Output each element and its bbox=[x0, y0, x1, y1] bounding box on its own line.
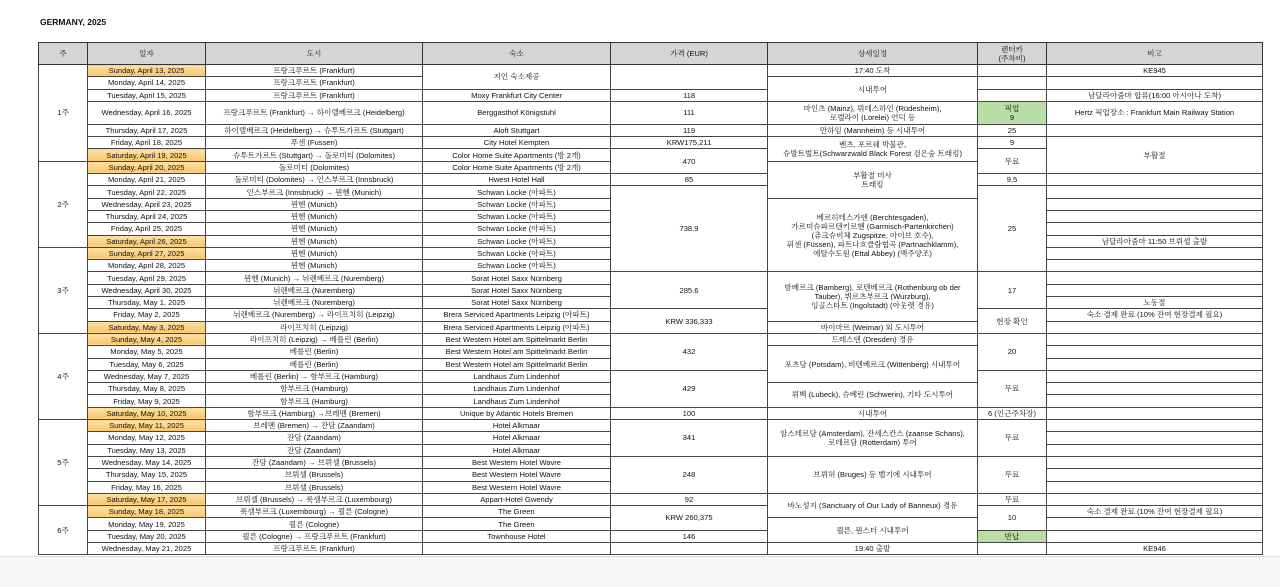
notes-cell[interactable] bbox=[1047, 469, 1263, 481]
date-cell[interactable]: Tuesday, April 15, 2025 bbox=[88, 89, 206, 101]
city-cell[interactable]: 라이프치히 (Leipzig) bbox=[206, 321, 423, 333]
lodging-cell[interactable]: 지인 숙소제공 bbox=[423, 65, 611, 90]
date-cell[interactable]: Wednesday, April 30, 2025 bbox=[88, 284, 206, 296]
detail-cell[interactable]: 드레스덴 (Dresden) 경유 bbox=[768, 333, 978, 345]
rental-car-cell[interactable]: 9,5 bbox=[978, 174, 1047, 186]
lodging-cell[interactable]: Schwan Locke (아파트) bbox=[423, 186, 611, 198]
city-cell[interactable]: 뮌헨 (Munich) bbox=[206, 260, 423, 272]
notes-cell[interactable] bbox=[1047, 444, 1263, 456]
notes-cell[interactable]: 숙소 결제 완료 (10% 잔여 현장결제 필요) bbox=[1047, 309, 1263, 321]
date-cell[interactable]: Monday, May 19, 2025 bbox=[88, 518, 206, 530]
lodging-cell[interactable]: The Green bbox=[423, 506, 611, 518]
lodging-cell[interactable]: Landhaus Zum Lindenhof bbox=[423, 383, 611, 395]
date-cell[interactable]: Monday, April 14, 2025 bbox=[88, 77, 206, 89]
city-cell[interactable]: 쾰른 (Cologne) → 프랑크푸르트 (Frankfurt) bbox=[206, 530, 423, 542]
notes-cell[interactable] bbox=[1047, 493, 1263, 505]
lodging-cell[interactable]: Aloft Stuttgart bbox=[423, 124, 611, 136]
city-cell[interactable]: 프랑크푸르트 (Frankfurt) bbox=[206, 542, 423, 554]
table-row bbox=[39, 65, 1263, 77]
notes-cell[interactable] bbox=[1047, 321, 1263, 333]
city-cell[interactable]: 브레멘 (Bremen) → 잔담 (Zaandam) bbox=[206, 420, 423, 432]
city-cell[interactable]: 뮌헨 (Munich) bbox=[206, 210, 423, 222]
bottom-bar bbox=[0, 556, 1280, 587]
notes-cell[interactable]: 부활절 bbox=[1047, 137, 1263, 174]
price-cell[interactable]: 119 bbox=[611, 124, 768, 136]
city-cell[interactable]: 뉘렌베르크 (Nuremberg) bbox=[206, 297, 423, 309]
rental-car-cell[interactable]: 17 bbox=[978, 272, 1047, 309]
lodging-cell[interactable]: Schwan Locke (아파트) bbox=[423, 247, 611, 259]
rental-car-cell[interactable]: 픽업 9 bbox=[978, 101, 1047, 124]
notes-cell[interactable] bbox=[1047, 247, 1263, 259]
date-cell[interactable]: Thursday, April 24, 2025 bbox=[88, 210, 206, 222]
date-cell[interactable]: Thursday, April 17, 2025 bbox=[88, 124, 206, 136]
header-detail[interactable]: 상세일정 bbox=[768, 43, 978, 65]
date-cell[interactable]: Friday, May 2, 2025 bbox=[88, 309, 206, 321]
price-cell[interactable]: KRW 336,333 bbox=[611, 309, 768, 334]
table-row bbox=[39, 309, 1263, 321]
rental-car-cell[interactable]: 9 bbox=[978, 137, 1047, 149]
lodging-cell[interactable]: Schwan Locke (아파트) bbox=[423, 198, 611, 210]
date-cell[interactable]: Sunday, May 11, 2025 bbox=[88, 420, 206, 432]
lodging-cell[interactable]: The Green bbox=[423, 518, 611, 530]
price-cell[interactable]: 248 bbox=[611, 456, 768, 493]
rental-car-cell[interactable]: 반납 bbox=[978, 530, 1047, 542]
lodging-cell[interactable]: Berggasthof Königstuhl bbox=[423, 101, 611, 124]
notes-cell[interactable] bbox=[1047, 210, 1263, 222]
notes-cell[interactable] bbox=[1047, 223, 1263, 235]
date-cell[interactable]: Monday, April 28, 2025 bbox=[88, 260, 206, 272]
detail-cell[interactable]: 벤츠, 포르쉐 박물관, 슈발트벌트(Schwarzwald Black Forest 검은숲 트래킹) bbox=[768, 137, 978, 162]
date-cell[interactable]: Monday, April 21, 2025 bbox=[88, 174, 206, 186]
price-cell[interactable]: 92 bbox=[611, 493, 768, 505]
detail-cell[interactable]: 17:40 도착 bbox=[768, 65, 978, 77]
date-cell[interactable]: Sunday, April 27, 2025 bbox=[88, 247, 206, 259]
date-cell[interactable]: Wednesday, April 23, 2025 bbox=[88, 198, 206, 210]
rental-car-cell[interactable]: 무료 bbox=[978, 456, 1047, 493]
lodging-cell[interactable]: Appart-Hotel Gwendy bbox=[423, 493, 611, 505]
notes-cell[interactable]: 남달라아줌마 합류(16:00 아시아나 도착) bbox=[1047, 89, 1263, 101]
city-cell[interactable]: 쾰른 (Cologne) bbox=[206, 518, 423, 530]
table-row bbox=[39, 272, 1263, 284]
date-cell[interactable]: Saturday, May 3, 2025 bbox=[88, 321, 206, 333]
notes-cell[interactable] bbox=[1047, 186, 1263, 198]
lodging-cell[interactable]: Brera Serviced Apartments Leipzig (아파트) bbox=[423, 321, 611, 333]
price-cell[interactable]: 738.9 bbox=[611, 186, 768, 272]
price-cell[interactable] bbox=[611, 65, 768, 90]
date-cell[interactable]: Wednesday, May 7, 2025 bbox=[88, 370, 206, 382]
table-row bbox=[39, 124, 1263, 136]
date-cell[interactable]: Thursday, May 1, 2025 bbox=[88, 297, 206, 309]
city-cell[interactable]: 돌로미티 (Dolomites) → 인스부르크 (Innsbruck) bbox=[206, 174, 423, 186]
notes-cell[interactable] bbox=[1047, 346, 1263, 358]
detail-cell[interactable]: 19:40 출발 bbox=[768, 542, 978, 554]
city-cell[interactable]: 함부르크 (Hamburg) bbox=[206, 383, 423, 395]
city-cell[interactable]: 브뤼셀 (Brussels) bbox=[206, 469, 423, 481]
notes-cell[interactable] bbox=[1047, 383, 1263, 395]
date-cell[interactable]: Sunday, April 13, 2025 bbox=[88, 65, 206, 77]
week-cell[interactable]: 2주 bbox=[39, 161, 88, 247]
notes-cell[interactable]: KE946 bbox=[1047, 542, 1263, 554]
table-row bbox=[39, 407, 1263, 419]
city-cell[interactable]: 룩셈부르크 (Luxembourg) → 쾰른 (Cologne) bbox=[206, 506, 423, 518]
city-cell[interactable]: 뉘렌베르크 (Nuremberg) → 라이프치히 (Leipzig) bbox=[206, 309, 423, 321]
city-cell[interactable]: 인스부르크 (Innsbruck) → 뮌헨 (Munich) bbox=[206, 186, 423, 198]
lodging-cell[interactable]: Best Western Hotel am Spittelmarkt Berlin bbox=[423, 346, 611, 358]
rental-car-cell[interactable]: 현장 확인 bbox=[978, 309, 1047, 334]
lodging-cell[interactable]: Schwan Locke (아파트) bbox=[423, 223, 611, 235]
notes-cell[interactable] bbox=[1047, 333, 1263, 345]
detail-cell[interactable]: 바노성지 (Sanctuary of Our Lady of Banneux) 경유 bbox=[768, 493, 978, 518]
date-cell[interactable]: Friday, May 16, 2025 bbox=[88, 481, 206, 493]
notes-cell[interactable]: KE945 bbox=[1047, 65, 1263, 77]
notes-cell[interactable] bbox=[1047, 530, 1263, 542]
rental-car-cell[interactable] bbox=[978, 89, 1047, 101]
notes-cell[interactable]: Hertz 픽업장소 : Frankfurt Main Railway Station bbox=[1047, 101, 1263, 124]
city-cell[interactable]: 뮌헨 (Munich) bbox=[206, 235, 423, 247]
lodging-cell[interactable]: Best Western Hotel am Spittelmarkt Berlin bbox=[423, 333, 611, 345]
lodging-cell[interactable]: Color Home Suite Apartments (방 2개) bbox=[423, 149, 611, 161]
header-date[interactable]: 일자 bbox=[88, 43, 206, 65]
table-row bbox=[39, 493, 1263, 505]
detail-cell[interactable]: 만하임 (Mannheim) 등 시내투어 bbox=[768, 124, 978, 136]
table-row bbox=[39, 370, 1263, 382]
date-cell[interactable]: Saturday, April 19, 2025 bbox=[88, 149, 206, 161]
price-cell[interactable]: 432 bbox=[611, 333, 768, 370]
week-cell[interactable]: 5주 bbox=[39, 420, 88, 506]
city-cell[interactable]: 잔담 (Zaandam) bbox=[206, 432, 423, 444]
week-cell[interactable]: 1주 bbox=[39, 65, 88, 162]
rental-car-cell[interactable] bbox=[978, 65, 1047, 77]
date-cell[interactable]: Saturday, April 26, 2025 bbox=[88, 235, 206, 247]
notes-cell[interactable] bbox=[1047, 260, 1263, 272]
rental-car-cell[interactable] bbox=[978, 542, 1047, 554]
date-cell[interactable]: Sunday, May 4, 2025 bbox=[88, 333, 206, 345]
notes-cell[interactable] bbox=[1047, 395, 1263, 407]
detail-cell[interactable]: 바이마르 (Weimar) 외 도시투어 bbox=[768, 321, 978, 333]
city-cell[interactable]: 프랑크푸르트 (Frankfurt) bbox=[206, 77, 423, 89]
city-cell[interactable]: 프랑크푸르트 (Frankfurt) bbox=[206, 65, 423, 77]
date-cell[interactable]: Wednesday, April 16, 2025 bbox=[88, 101, 206, 124]
header-row bbox=[39, 43, 1263, 65]
date-cell[interactable]: Sunday, April 20, 2025 bbox=[88, 161, 206, 173]
week-cell[interactable]: 6주 bbox=[39, 506, 88, 555]
notes-cell[interactable] bbox=[1047, 370, 1263, 382]
lodging-cell[interactable]: Schwan Locke (아파트) bbox=[423, 210, 611, 222]
price-cell[interactable]: KRW 260,375 bbox=[611, 506, 768, 531]
notes-cell[interactable] bbox=[1047, 124, 1263, 136]
lodging-cell[interactable]: Best Western Hotel am Spittelmarkt Berlin bbox=[423, 358, 611, 370]
price-cell[interactable]: 146 bbox=[611, 530, 768, 542]
header-rental-car[interactable]: 렌터카 (주차비) bbox=[978, 43, 1047, 65]
notes-cell[interactable] bbox=[1047, 420, 1263, 432]
table-row bbox=[39, 89, 1263, 101]
notes-cell[interactable] bbox=[1047, 518, 1263, 530]
detail-cell[interactable]: 시내투어 bbox=[768, 407, 978, 419]
lodging-cell[interactable]: Sorat Hotel Saxx Nürnberg bbox=[423, 284, 611, 296]
header-city[interactable]: 도시 bbox=[206, 43, 423, 65]
detail-cell[interactable]: 뤼벡 (Lubeck), 슈베린 (Schwerin), 기타 도시투어 bbox=[768, 383, 978, 408]
city-cell[interactable]: 슈투트가르트 (Stuttgart) → 돌로미티 (Dolomites) bbox=[206, 149, 423, 161]
city-cell[interactable]: 뮌헨 (Munich) bbox=[206, 198, 423, 210]
date-cell[interactable]: Tuesday, May 20, 2025 bbox=[88, 530, 206, 542]
rental-car-cell[interactable]: 무료 bbox=[978, 149, 1047, 174]
rental-car-cell[interactable]: 25 bbox=[978, 186, 1047, 272]
lodging-cell[interactable]: Best Western Hotel Wavre bbox=[423, 469, 611, 481]
city-cell[interactable]: 뮌헨 (Munich) bbox=[206, 223, 423, 235]
notes-cell[interactable] bbox=[1047, 358, 1263, 370]
date-cell[interactable]: Wednesday, May 21, 2025 bbox=[88, 542, 206, 554]
city-cell[interactable]: 뮌헨 (Munich) → 뉘렌베르크 (Nuremberg) bbox=[206, 272, 423, 284]
lodging-cell[interactable]: Hwest Hotel Hall bbox=[423, 174, 611, 186]
lodging-cell[interactable]: Sorat Hotel Saxx Nürnberg bbox=[423, 297, 611, 309]
lodging-cell[interactable]: Sorat Hotel Saxx Nürnberg bbox=[423, 272, 611, 284]
notes-cell[interactable] bbox=[1047, 77, 1263, 89]
date-cell[interactable]: Saturday, May 17, 2025 bbox=[88, 493, 206, 505]
lodging-cell[interactable]: Moxy Frankfurt City Center bbox=[423, 89, 611, 101]
date-cell[interactable]: Friday, April 25, 2025 bbox=[88, 223, 206, 235]
city-cell[interactable]: 잔담 (Zaandam) bbox=[206, 444, 423, 456]
lodging-cell[interactable]: City Hotel Kempten bbox=[423, 137, 611, 149]
date-cell[interactable]: Tuesday, May 13, 2025 bbox=[88, 444, 206, 456]
city-cell[interactable]: 프랑크푸르트 (Frankfurt) → 하이델베르크 (Heidelberg) bbox=[206, 101, 423, 124]
detail-cell[interactable]: 포츠담 (Potsdam), 비텐베르크 (Wittenberg) 시내투어 bbox=[768, 346, 978, 383]
date-cell[interactable]: Thursday, May 15, 2025 bbox=[88, 469, 206, 481]
city-cell[interactable]: 뉘렌베르크 (Nuremberg) bbox=[206, 284, 423, 296]
price-cell[interactable]: 285.6 bbox=[611, 272, 768, 309]
table-row bbox=[39, 137, 1263, 149]
price-cell[interactable]: 429 bbox=[611, 370, 768, 407]
city-cell[interactable]: 함부르크 (Hamburg) →브레멘 (Bremen) bbox=[206, 407, 423, 419]
date-cell[interactable]: Friday, May 9, 2025 bbox=[88, 395, 206, 407]
lodging-cell[interactable]: Landhaus Zum Lindenhof bbox=[423, 395, 611, 407]
rental-car-cell[interactable] bbox=[978, 77, 1047, 89]
city-cell[interactable]: 라이프치히 (Leipzig) → 베를린 (Berlin) bbox=[206, 333, 423, 345]
notes-cell[interactable]: 숙소 결제 완료 (10% 잔여 현장결제 필요) bbox=[1047, 506, 1263, 518]
price-cell[interactable]: 100 bbox=[611, 407, 768, 419]
city-cell[interactable]: 베를린 (Berlin) bbox=[206, 358, 423, 370]
rental-car-cell[interactable]: 25 bbox=[978, 124, 1047, 136]
date-cell[interactable]: Monday, May 5, 2025 bbox=[88, 346, 206, 358]
lodging-cell[interactable]: Schwan Locke (아파트) bbox=[423, 235, 611, 247]
city-cell[interactable]: 뮌헨 (Munich) bbox=[206, 247, 423, 259]
header-price[interactable]: 가격 (EUR) bbox=[611, 43, 768, 65]
lodging-cell[interactable]: Schwan Locke (아파트) bbox=[423, 260, 611, 272]
header-lodging[interactable]: 숙소 bbox=[423, 43, 611, 65]
price-cell[interactable]: 111 bbox=[611, 101, 768, 124]
rental-car-cell[interactable]: 무료 bbox=[978, 493, 1047, 505]
table-row bbox=[39, 530, 1263, 542]
detail-cell[interactable]: 밤베르크 (Bamberg), 로텐베르크 (Rothenburg ob der Tauber), 뷔르츠부르크 (Wurzburg), 잉골스타트 (Ingolstadt) (아웃렛 경유) bbox=[768, 272, 978, 321]
rental-car-cell[interactable]: 무료 bbox=[978, 420, 1047, 457]
price-cell[interactable]: 118 bbox=[611, 89, 768, 101]
city-cell[interactable]: 돌로미티 (Dolomites) bbox=[206, 161, 423, 173]
notes-cell[interactable] bbox=[1047, 198, 1263, 210]
rental-car-cell[interactable]: 10 bbox=[978, 506, 1047, 531]
city-cell[interactable]: 베를린 (Berlin) bbox=[206, 346, 423, 358]
city-cell[interactable]: 잔담 (Zaandam) → 브뤼셀 (Brussels) bbox=[206, 456, 423, 468]
lodging-cell[interactable] bbox=[423, 542, 611, 554]
city-cell[interactable]: 브뤼셀 (Brussels) bbox=[206, 481, 423, 493]
week-cell[interactable]: 4주 bbox=[39, 333, 88, 419]
date-cell[interactable]: Tuesday, May 6, 2025 bbox=[88, 358, 206, 370]
lodging-cell[interactable]: Townhouse Hotel bbox=[423, 530, 611, 542]
detail-cell[interactable]: 마인츠 (Mainz), 뤼데스하인 (Rüdesheim), 로렐라이 (Lorelei) 언덕 등 bbox=[768, 101, 978, 124]
detail-cell[interactable]: 암스테르담 (Amsterdam), 잔세스칸스 (zaanse Schans), 로테르담 (Rotterdam) 투어 bbox=[768, 420, 978, 457]
notes-cell[interactable] bbox=[1047, 407, 1263, 419]
price-cell[interactable]: KRW175,211 bbox=[611, 137, 768, 149]
date-cell[interactable]: Sunday, May 18, 2025 bbox=[88, 506, 206, 518]
table-row bbox=[39, 333, 1263, 345]
city-cell[interactable]: 함부르크 (Hamburg) bbox=[206, 395, 423, 407]
detail-cell[interactable]: 부활절 미사 트래킹 bbox=[768, 161, 978, 198]
date-cell[interactable]: Saturday, May 10, 2025 bbox=[88, 407, 206, 419]
table-row bbox=[39, 420, 1263, 432]
lodging-cell[interactable]: Brera Serviced Apartments Leipzig (아파트) bbox=[423, 309, 611, 321]
detail-cell[interactable]: 시내투어 bbox=[768, 77, 978, 102]
itinerary-table bbox=[38, 42, 1263, 555]
detail-cell[interactable]: 브뤼허 (Bruges) 등 벨기에 시내투어 bbox=[768, 456, 978, 493]
price-cell[interactable]: 341 bbox=[611, 420, 768, 457]
date-cell[interactable]: Tuesday, April 22, 2025 bbox=[88, 186, 206, 198]
city-cell[interactable]: 베를린 (Berlin) → 함부르크 (Hamburg) bbox=[206, 370, 423, 382]
rental-car-cell[interactable]: 6 (인근주차장) bbox=[978, 407, 1047, 419]
date-cell[interactable]: Tuesday, April 29, 2025 bbox=[88, 272, 206, 284]
lodging-cell[interactable]: Hotel Alkmaar bbox=[423, 420, 611, 432]
notes-cell[interactable] bbox=[1047, 432, 1263, 444]
table-row bbox=[39, 101, 1263, 124]
city-cell[interactable]: 프랑크푸르트 (Frankfurt) bbox=[206, 89, 423, 101]
lodging-cell[interactable]: Landhaus Zum Lindenhof bbox=[423, 370, 611, 382]
table-row bbox=[39, 542, 1263, 554]
notes-cell[interactable]: 노동절 bbox=[1047, 297, 1263, 309]
notes-cell[interactable] bbox=[1047, 481, 1263, 493]
notes-cell[interactable] bbox=[1047, 456, 1263, 468]
notes-cell[interactable]: 남달라아줌마 11:50 브뤼셀 출발 bbox=[1047, 235, 1263, 247]
city-cell[interactable]: 브뤼셀 (Brussels) → 룩셈부르크 (Luxembourg) bbox=[206, 493, 423, 505]
city-cell[interactable]: 하이델베르크 (Heidelberg) → 슈투트가르트 (Stuttgart) bbox=[206, 124, 423, 136]
notes-cell[interactable] bbox=[1047, 272, 1263, 284]
detail-cell[interactable]: 쾰른, 뮌스터 시내투어 bbox=[768, 518, 978, 543]
table-row bbox=[39, 456, 1263, 468]
sheet-title: GERMANY, 2025 bbox=[40, 17, 107, 27]
lodging-cell[interactable]: Color Home Suite Apartments (방 2개) bbox=[423, 161, 611, 173]
detail-cell[interactable]: 베르히테스가덴 (Berchtesgaden), 가르미슈파르텐키르헨 (Garmisch-Partenkirchen) (츄크슈비체 Zugspitze, 아이브 호수), 퓌센 (Füssen), 파트나흐클람협곡 (Partnachklamm), 에탈수도원 (Ettal Abbey) (맥주양조) bbox=[768, 198, 978, 272]
table-row bbox=[39, 186, 1263, 198]
rental-car-cell[interactable]: 20 bbox=[978, 333, 1047, 370]
lodging-cell[interactable]: Best Western Hotel Wavre bbox=[423, 481, 611, 493]
price-cell[interactable]: 470 bbox=[611, 149, 768, 174]
date-cell[interactable]: Wednesday, May 14, 2025 bbox=[88, 456, 206, 468]
table-row bbox=[39, 174, 1263, 186]
date-cell[interactable]: Friday, April 18, 2025 bbox=[88, 137, 206, 149]
table-row bbox=[39, 506, 1263, 518]
price-cell[interactable]: 85 bbox=[611, 174, 768, 186]
rental-car-cell[interactable]: 무료 bbox=[978, 370, 1047, 407]
price-cell[interactable] bbox=[611, 542, 768, 554]
city-cell[interactable]: 푸센 (Fussen) bbox=[206, 137, 423, 149]
header-week[interactable]: 주 bbox=[39, 43, 88, 65]
lodging-cell[interactable]: Unique by Atlantic Hotels Bremen bbox=[423, 407, 611, 419]
notes-cell[interactable] bbox=[1047, 284, 1263, 296]
lodging-cell[interactable]: Best Western Hotel Wavre bbox=[423, 456, 611, 468]
lodging-cell[interactable]: Hotel Alkmaar bbox=[423, 444, 611, 456]
lodging-cell[interactable]: Hotel Alkmaar bbox=[423, 432, 611, 444]
header-notes[interactable]: 비고 bbox=[1047, 43, 1263, 65]
week-cell[interactable]: 3주 bbox=[39, 247, 88, 333]
notes-cell[interactable] bbox=[1047, 174, 1263, 186]
date-cell[interactable]: Monday, May 12, 2025 bbox=[88, 432, 206, 444]
date-cell[interactable]: Thursday, May 8, 2025 bbox=[88, 383, 206, 395]
